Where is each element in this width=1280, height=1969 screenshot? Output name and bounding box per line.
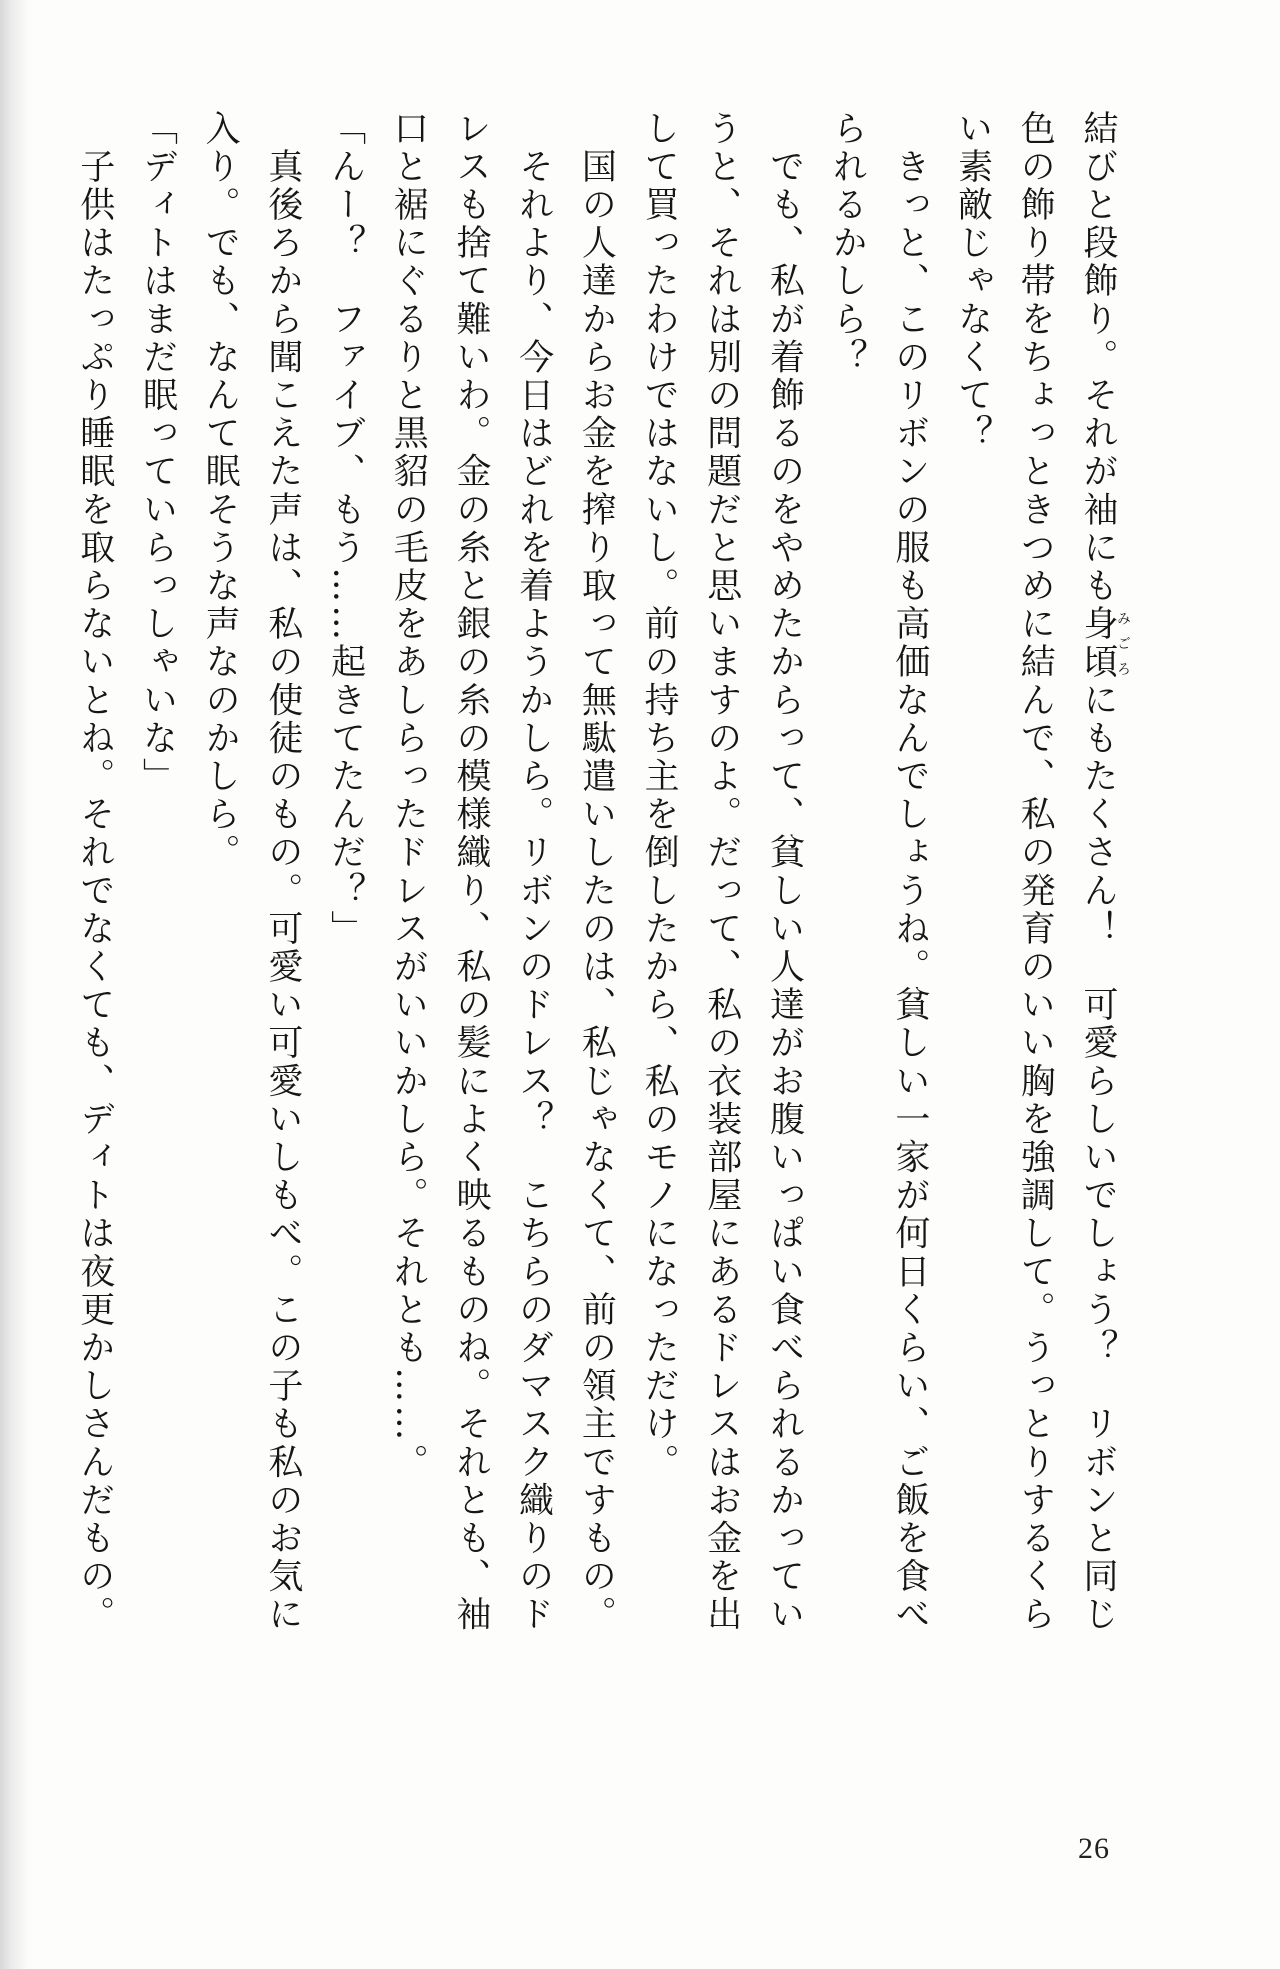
page-number: 26 [1078,1832,1110,1865]
ruby-reading: みごろ [1115,605,1131,682]
text-column-15: 入り。でも、なんて眠そうな声なのかしら。 [200,110,241,872]
text-column-6: でも、私が着飾るのをやめたからって、貧しい人達がお腹いっぱい食べられるかってい [764,110,805,1634]
text-column-3: い素敵じゃなくて？ [952,110,993,453]
text-column-9: 国の人達からお金を搾り取って無駄遣いしたのは、私じゃなくて、前の領主ですもの。 [576,110,617,1634]
ruby-annotation: 身頃みごろ [1078,605,1131,682]
text-column-14: 真後ろから聞こえた声は、私の使徒のもの。可愛い可愛いしもべ。この子も私のお気に [262,110,303,1634]
text-column-13: 「んー？ ファイブ、もう……起きてたんだ？」 [325,110,366,949]
text-column-5: られるかしら？ [827,110,868,377]
text-column-8: して買ったわけではないし。前の持ち主を倒したから、私のモノになっただけ。 [639,110,680,1482]
text-column-4: きっと、このリボンの服も高価なんでしょうね。貧しい一家が何日くらい、ご飯を食べ [889,110,930,1634]
text-column-1: 結びと段飾り。それが袖にも身頃みごろにもたくさん！ 可愛らしいでしょう？ リボンと同じ [1078,110,1131,1635]
page-spine-shadow [0,0,30,1969]
text-column-2: 色の飾り帯をちょっときつめに結んで、私の発育のいい胸を強調して。うっとりするくら [1015,110,1056,1634]
text-column-11: レスも捨て難いわ。金の糸と銀の糸の模様織り、私の髪によく映るものね。それとも、袖 [450,110,491,1634]
text-column-10: それより、今日はどれを着ようかしら。リボンのドレス？ こちらのダマスク織りのド [513,110,554,1634]
text-column-12: 口と裾にぐるりと黒貂の毛皮をあしらったドレスがいいかしら。それとも……。 [388,110,429,1482]
text-column-7: うと、それは別の問題だと思いますのよ。だって、私の衣装部屋にあるドレスはお金を出 [701,110,742,1634]
text-column-17: 子供はたっぷり睡眠を取らないとね。それでなくても、ディトは夜更かしさんだもの。 [74,110,115,1634]
text-column-16: 「ディトはまだ眠っていらっしゃいな」 [137,110,178,796]
vertical-text-body [55,110,1130,1750]
